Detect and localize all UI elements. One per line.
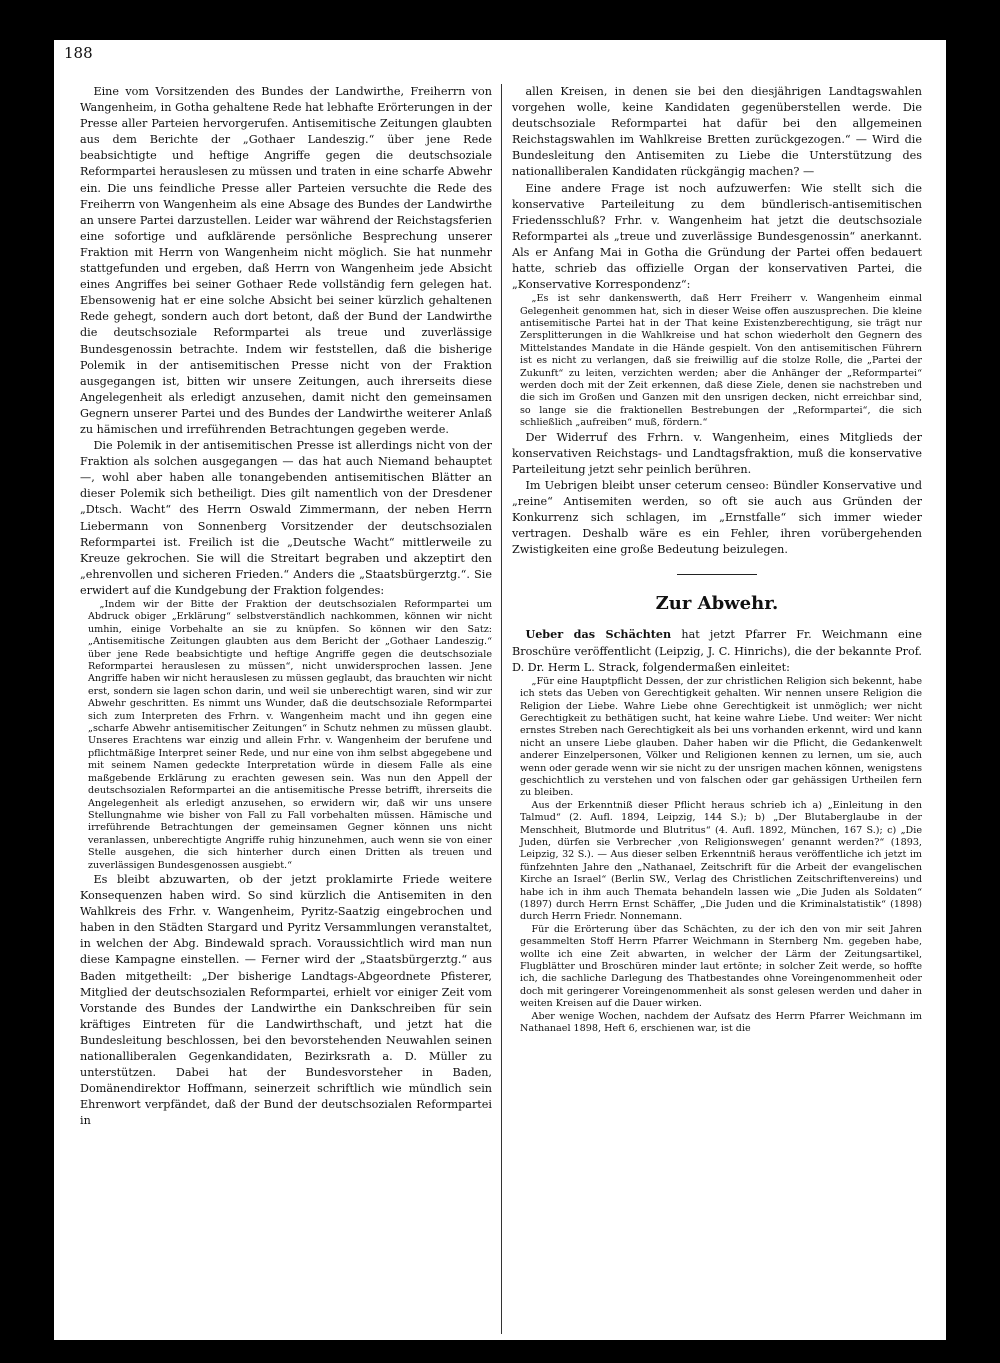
section-heading: Zur Abwehr. [655,593,779,615]
quote-strack-4: Aber wenige Wochen, nachdem der Aufsatz des Herrn Pfarrer Weichmann im Nathanael 1898, Heft 6, erschienen war, ist die [520,1010,922,1035]
quote-strack-3: Für die Erörterung über das Schächten, zu der ich den von mir seit Jahren gesammelten Stoff Herrn Pfarrer Weichmann in Sternberg Nm. gegeben habe, wollte ich eine Zeit abwarten, in welcher der Lärm der Zeitungsartikel, Flugblätter und Broschüren minder laut ertönte; in solcher Zeit werde, so hoffte ich, die sachliche Darlegung des Thatbestandes ohne Voreingenommenheit oder doch mit geringerer Voreingenommenheit als sonst gelesen werden und daher in weiten Kreisen auf die Dauer wirken. [520,923,922,1010]
paragraph-widerruf: Der Widerruf des Frhrn. v. Wangenheim, eines Mitglieds der konservativen Reichstags- und Landtagsfraktion, muß die konservative Parteileitung jetzt sehr peinlich berühren. [512,430,922,476]
section-divider [677,574,757,575]
left-column [80,84,492,1334]
quote-strack-1: „Für eine Hauptpflicht Dessen, der zur christlichen Religion sich bekennt, habe ich stets das Ueben von Gerechtigkeit gehalten. Wir nennen unsere Religion die Religion der Liebe. Wahre Liebe ohne Gerechtigkeit ist unmöglich; wer nicht Gerechtigkeit zu bethätigen sucht, hat keine wahre Liebe. Und weiter: Wer nicht ernstes Streben nach Gerechtigkeit als bei uns vorhanden erkennt, wird und kann nicht an unsere Liebe glauben. Daher haben wir die Pflicht, die Gedankenwelt anderer Einzelpersonen, Völker und Religionen kennen zu lernen, um sie, auch wenn oder gerade wenn wir sie nicht zu der unsrigen machen können, wenigstens geschichtlich zu verstehen und von falschen oder gar gehässigen Urtheilen fern zu bleiben. [520,675,922,799]
paragraph-declaration: Eine vom Vorsitzenden des Bundes der Landwirthe, Freiherrn von Wangenheim, in Gotha gehaltene Rede hat lebhafte Erörterungen in der Presse aller Parteien hervorgerufen. Antisemitische Zeitungen glaubten aus dem Berichte der „Gothaer Landeszig.“ über jene Rede beabsichtigte und heftige Angriffe gegen die deutschsoziale Reformpartei herauslesen zu müssen und traten in eine scharfe Abwehr ein. Die uns feindliche Presse aller Parteien versuchte die Rede des Freiherrn von Wangenheim als eine Absage des Bundes der Landwirthe an unsere Partei darzustellen. Leider war während der Reichstagsferien eine sofortige und aufklärende persönliche Besprechung unserer Fraktion mit Herrn von Wangenheim nicht möglich. Sie hat nunmehr stattgefunden und ergeben, daß Herrn von Wangenheim jede Absicht eines Angriffes bei seiner Gothaer Rede vollständig fern gelegen hat. Ebensowenig hat er eine solche Absicht bei seiner kürzlich gehaltenen Rede gehegt, sondern auch dort betont, daß der Bund der Landwirthe die deutschsoziale Reformpartei als treue und zuverlässige Bundesgenossin betrachte. Indem wir feststellen, daß die bisherige Polemik in der antisemitischen Presse nicht von der Fraktion ausgegangen ist, bitten wir unsere Zeitungen, auch ihrerseits diese Angelegenheit als erledigt anzusehen, damit nicht den gemeinsamen Gegnern unserer Partei und des Bundes der Landwirthe weiterer Anlaß zu hämischen und irreführenden Betrachtungen gegeben werde. [80,85,492,436]
paragraph-continuation: allen Kreisen, in denen sie bei den diesjährigen Landtagswahlen vorgehen wolle, keine Kandidaten gegenüberstellen werde. Die deutschsoziale Reformpartei hat dafür bei den allgemeinen Reichstagswahlen im Wahlkreise Bretten zurückgezogen.“ — Wird die Bundesleitung den Antisemiten zu Liebe die Unterstützung des nationalliberalen Kandidaten rückgängig machen? — [512,85,922,179]
quote-konservative-korrespondenz: „Es ist sehr dankenswerth, daß Herr Freiherr v. Wangenheim einmal Gelegenheit genommen hat, sich in dieser Weise offen auszusprechen. Die kleine antisemitische Partei hat in der That keine Existenzberechtigung, sie trägt nur Zersplitterungen in die Wahlkreise und hat schon wiederholt den Gegnern des Mittelstandes Mandate in die Hände gespielt. Von den antisemitischen Führern ist es nicht zu verlangen, daß sie freiwillig auf die stolze Rolle, die „Partei der Zukunft“ zu leiten, verzichten werden; aber die Anhänger der „Reformpartei“ werden doch mit der Zeit erkennen, daß diese Ziele, denen sie nachstreben und die sich im Großen und Ganzen mit den unsrigen decken, nicht erreichbar sind, so lange sie die fraktionellen Bestrebungen der „Reformpartei“, die sich schließlich „aufreiben“ muß, fördern.“ [520,293,922,429]
page-number: 188 [64,44,93,62]
quote-strack-2: Aus der Erkenntniß dieser Pflicht heraus schrieb ich a) „Einleitung in den Talmud“ (2. Aufl. 1894, Leipzig, 144 S.); b) „Der Blutaberglaube in der Menschheit, Blutmorde und Blutritus“ (4. Aufl. 1892, München, 167 S.); c) „Die Juden, dürfen sie Verbrecher ‚von Religionswegen‘ genannt werden?“ (1893, Leipzig, 32 S.). — Aus dieser selben Erkenntniß heraus veröffentliche ich jetzt im fünfzehnten Jahre den „Nathanael, Zeitschrift für die Arbeit der evangelischen Kirche an Israel“ (Berlin SW., Verlag des Christlichen Zeitschriftenvereins) und habe ich in ihm auch Themata behandeln lassen wie „Die Juden als Soldaten“ (1897) durch Herrn Ernst Schäffer, „Die Juden und die Kriminalstatistik“ (1898) durch Herrn Friedr. Nonnemann. [520,799,922,923]
paragraph-schaechten-intro [512,626,922,675]
quote-staatsbuergerztg: „Indem wir der Bitte der Fraktion der deutschsozialen Reformpartei um Abdruck obiger „Erklärung“ selbstverständlich nachkommen, können wir nicht umhin, einige Vorbehalte an sie zu knüpfen. So können wir den Satz: „Antisemitische Zeitungen glaubten aus dem Bericht der „Gothaer Landeszig.“ über jene Rede beabsichtigte und heftige Angriffe gegen die deutschsoziale Reformpartei herauslesen zu müssen“, nicht unwidersprochen lassen. Jene Angriffe haben wir nicht herauslesen zu müssen geglaubt, das brauchten wir nicht erst, sondern sie lagen schon darin, und weil sie unberechtigt waren, sind wir zur Abwehr geschritten. Es nimmt uns Wunder, daß die deutschsoziale Reformpartei sich zum Interpreten des Frhrn. v. Wangenheim macht und ihn gegen eine „scharfe Abwehr antisemitischer Zeitungen“ in Schutz nehmen zu müssen glaubt. Unseres Erachtens war einzig und allein Frhr. v. Wangenheim der berufene und pflichtmäßige Interpret seiner Rede, und nur eine von ihm selbst abgegebene und mit seinem Namen gedeckte Interpretation würde in diesem Falle als eine maßgebende Erklärung zu erachten gewesen sein. Was nun den Appell der deutschsozialen Reformpartei an die antisemitische Presse betrifft, ihrerseits die Angelegenheit als erledigt anzusehen, so erwidern wir, daß wir uns unsere Stellungnahme wie bisher von Fall zu Fall vorbehalten müssen. Hämische und irreführende Betrachtungen der gemeinsamen Gegner können uns nicht veranlassen, unberechtigte Angriffe ruhig hinzunehmen, auch wenn sie von einer Stelle ausgehen, die sich hinterher durch einen Dritten als treuen und zuverlässigen Bundesgenossen ausgiebt.“ [88,599,492,871]
lead-in-rest: hat jetzt Pfarrer Fr. Weichmann eine Broschüre veröffentlicht (Leipzig, J. C. Hinrichs), die der bekannte Prof. D. Dr. Herm L. Strack, folgendermaßen einleitet: [512,628,922,674]
paragraph-peace: Es bleibt abzuwarten, ob der jetzt proklamirte Friede weitere Konsequenzen haben wird. So sind kürzlich die Antisemiten in den Wahlkreis des Frhr. v. Wangenheim, Pyritz-Saatzig eingebrochen und haben in den Städten Stargard und Pyritz Versammlungen veranstaltet, in welchen der Abg. Bindewald sprach. Voraussichtlich wird man nun diese Kampagne einstellen. — Ferner wird der „Staatsbürgerztg.“ aus Baden mitgetheilt: „Der bisherige Landtags-Abgeordnete Pfisterer, Mitglied der deutschsozialen Reformpartei, erhielt vor einiger Zeit vom Vorstande des Bundes der Landwirthe ein Dankschreiben für sein kräftiges Eintreten für die Landwirthschaft, und jetzt hat die Bundesleitung beschlossen, bei den bevorstehenden Neuwahlen seinen nationalliberalen Gegenkandidaten, Bezirksrath a. D. Müller zu unterstützen. Dabei hat der Bundesvorsteher in Baden, Domänendirektor Hoffmann, seinerzeit schriftlich wie mündlich sein Ehrenwort verpfändet, daß der Bund der deutschsozialen Reformpartei in [80,872,492,1128]
column-divider [501,84,502,1334]
newspaper-page [54,40,946,1340]
paragraph-ceterum-censeo: Im Uebrigen bleibt unser ceterum censeo: Bündler Konservative und „reine“ Antisemiten werden, so oft sie auch aus Gründen der Konkurrenz sich schlagen, im „Ernstfalle“ sich immer wieder vertragen. Deshalb wäre es ein Fehler, ihren vorübergehenden Zwistigkeiten eine große Bedeutung beizulegen. [512,478,922,557]
right-column [512,84,922,1334]
paragraph-polemic: Die Polemik in der antisemitischen Presse ist allerdings nicht von der Fraktion als solchen ausgegangen — das hat auch Niemand behauptet —, wohl aber haben alle tonangebenden antisemitischen Blätter an dieser Polemik sich betheiligt. Dies gilt namentlich von der Dresdener „Dtsch. Wacht“ des Herrn Oswald Zimmermann, der neben Herrn Liebermann von Sonnenberg Vorsitzender der deutschsozialen Reformpartei ist. Freilich ist die „Deutsche Wacht“ mittlerweile zu Kreuze gekrochen. Sie will die Streitart begraben und akzeptirt den „ehrenvollen und sicheren Frieden.“ Anders die „Staatsbürgerztg.“. Sie erwidert auf die Kundgebung der Fraktion folgendes: [80,439,492,597]
paragraph-question: Eine andere Frage ist noch aufzuwerfen: Wie stellt sich die konservative Parteileitung zu dem bündlerisch-antisemitischen Friedensschluß? Frhr. v. Wangenheim hat jetzt die deutschsoziale Reformpartei als „treue und zuverlässige Bundesgenossin“ anerkannt. Als er Anfang Mai in Gotha die Gründung der Partei offen bedauert hatte, schrieb das offizielle Organ der konservativen Partei, die „Konservative Korrespondenz“: [512,181,922,292]
lead-in-bold: Ueber das Schächten [525,627,672,642]
